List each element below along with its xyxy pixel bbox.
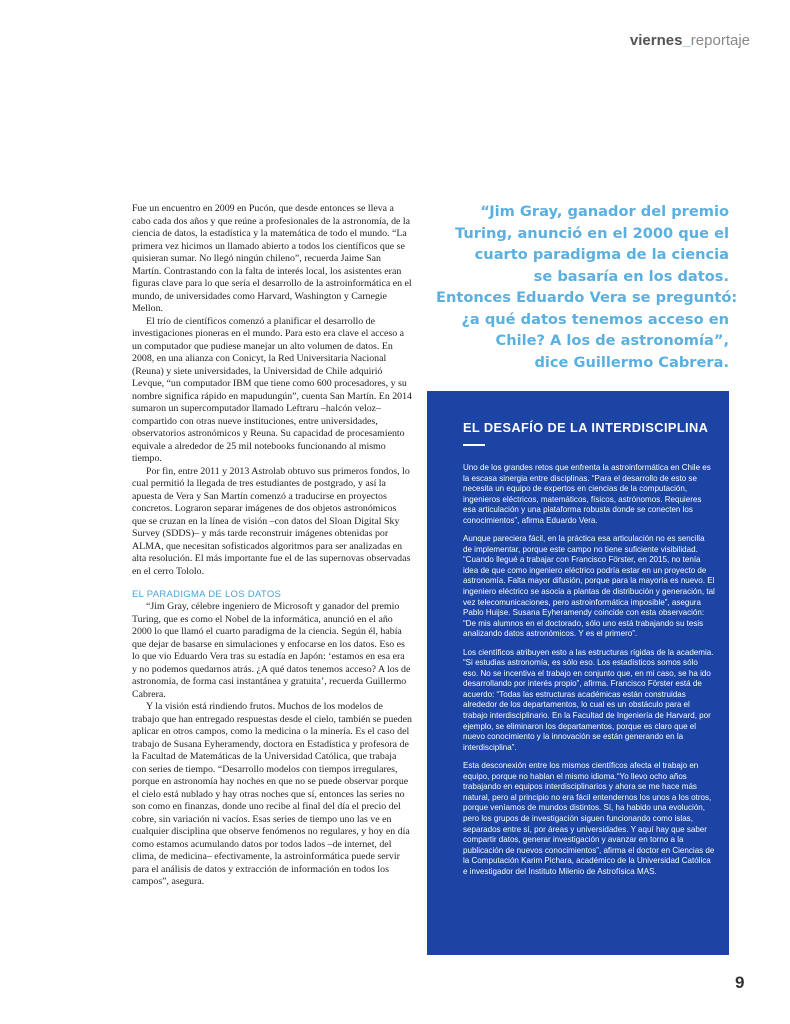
sidebar-title: EL DESAFÍO DE LA INTERDISCIPLINA — [463, 420, 709, 435]
pull-quote-line: Turing, anunció en el 2000 que el — [455, 224, 729, 242]
pull-quote-line: Entonces Eduardo Vera se preguntó: — [436, 289, 738, 306]
body-paragraph: Fue un encuentro en 2009 en Pucón, que desde entonces se lleva a cabo cada dos años y que reúne a profesionales de la astronomía, de la ciencia de datos, la estadística y la matemática de todo el mundo. “La primera vez hicimos un llamado abierto a todos los científicos que se quisieran sumar. No llegó ningún chileno”, recuerda Jaime San Martín. Contrastando con la falta de interés local, los asistentes eran figuras clave para lo que sería el desarrollo de la astroinformática en el mundo, de universidades como Harvard, Washington y Carnegie Mellon. — [132, 203, 412, 314]
body-paragraph: Por fin, entre 2011 y 2013 Astrolab obtuvo sus primeros fondos, lo cual permitió la llegada de tres estudiantes de postgrado, y así la apuesta de Vera y San Martín comenzó a traducirse en proyectos concretos. Lograron separar imágenes de dos objetos astronómicos que se cruzan en la línea de visión –con datos del Sloan Digital Sky Survey (SDDS)– y más tarde reconstruir imágenes obtenidas por ALMA, que necesitan sofisticados algoritmos para ser analizadas en alta resolución. El más importante fue el de las supernovas observadas en el cerro Tololo. — [132, 465, 411, 577]
pull-quote-line: “Jim Gray, ganador del premio — [480, 203, 729, 220]
body-paragraph: “Jim Gray, célebre ingeniero de Microsoft y ganador del premio Turing, que es como el Nobel de la informática, anunció en el año 2000 lo que llamó el cuarto paradigma de la ciencia. Según él, había que dejar de basarse en simulaciones y enfocarse en los datos. Eso es lo que vio Eduardo Vera tras su estadía en Japón: ‘estamos en esa era y no podemos quedarnos atrás. ¿A qué datos tenemos acceso? A los de astronomía, de forma casi instantánea y gratuita’, recuerda Guillermo Cabrera. — [132, 601, 411, 700]
sidebar-paragraph: Uno de los grandes retos que enfrenta la astroinformática en Chile es la escasa sinergia entre disciplinas. “Para el desarrollo de esto se necesita un equipo de expertos en ciencias de la computación, ingenieros eléctricos, matemáticos, físicos, astrónomos. Requieres esa articulación y una plataforma robusta donde se conecten los conocimientos”, afirma Eduardo Vera. — [463, 463, 711, 525]
sidebar-paragraph: Aunque pareciera fácil, en la práctica esa articulación no es sencilla de implementar, porque este campo no tiene suficiente visibilidad. “Cuando llegué a trabajar con Francisco Förster, en 2015, no tenía idea de que como ingeniero eléctrico podría estar en un proyecto de astronomía. Falta mayor difusión, porque para la mayoría es nuevo. El ingeniero eléctrico se asocia a plantas de distribución y generación, tal vez telecomunicaciones, pero astroinformática imposible”, asegura Pablo Huijse. Susana Eyheramendy coincide con esta observación: “De mis alumnos en el doctorado, sólo uno está trabajando su tesis analizando datos astronómicos. Y es el primero”. — [463, 534, 715, 639]
section-header-name: reportaje — [690, 32, 750, 49]
pull-quote — [436, 201, 738, 373]
sidebar-paragraph: Los científicos atribuyen esto a las estructuras rígidas de la academia. “Si estudias astronomía, es sólo eso. Los estadísticos somos sólo eso. No se incentiva el trabajo en conjunto que, en mi caso, se ha ido desarrollando por interés propio”, afirma. Francisco Förster está de acuerdo: “Todas las estructuras académicas están construidas alrededor de los departamentos, lo cual es un obstáculo para el trabajo interdisciplinario. En la Facultad de Ingeniería de Harvard, por ejemplo, se eliminaron los departamentos, porque es claro que el nuevo conocimiento y la innovación se están generando en la interdisciplina”. — [463, 647, 714, 752]
pull-quote-line: Chile? A los de astronomía”, — [495, 332, 729, 349]
body-paragraph: El trío de científicos comenzó a planificar el desarrollo de investigaciones pioneras en el mundo. Para esto era clave el acceso a un computador que pudiese manejar un alto volumen de datos. En 2008, en una alianza con Conicyt, la Red Universitaria Nacional (Reuna) y siete universidades, la Universidad de Chile adquirió Levque, “un computador IBM que tiene como 600 procesadores, y su nombre significa rápido en mapudungún”, cuenta San Martín. En 2014 sumaron un supercomputador llamado Leftraru –halcón veloz– compartido con otras nueve instituciones, entre universidades, observatorios astronómicos y Reuna. Su capacidad de procesamiento equivale a alrededor de 25 mil notebooks funcionando al mismo tiempo. — [132, 315, 412, 464]
pull-quote-line: cuarto paradigma de la ciencia — [474, 246, 729, 263]
pull-quote-line: dice Guillermo Cabrera. — [534, 353, 729, 371]
section-header — [630, 32, 750, 49]
sidebar-paragraph: Esta desconexión entre los mismos científicos afecta el trabajo en equipo, porque no hablan el mismo idioma.“Yo llevo ocho años trabajando en equipos interdisciplinarios y ahora se me hace más natural, pero al principio no era fácil entendernos los unos a los otros, porque veníamos de mundos distintos. Sí, ha habido una evolución, pero los grupos de investigación siguen funcionando como islas, separados entre sí, por áreas y universidades. Y aquí hay que saber compartir datos, generar investigación y avanzar en torno a la publicación de nuevos conocimientos”, afirma el doctor en Ciencias de la Computación Karim Pichara, académico de la Universidad Católica e investigador del Instituto Milenio de Astrofísica MAS. — [463, 761, 715, 876]
section-header-day: viernes — [629, 32, 683, 49]
pull-quote-line: ¿a qué datos tenemos acceso en — [461, 310, 729, 328]
section-header-separator: _ — [682, 32, 691, 49]
sidebar-box — [427, 391, 729, 955]
article-body — [132, 203, 412, 889]
section-subheading: EL PARADIGMA DE LOS DATOS — [132, 589, 282, 600]
pull-quote-line: se basaría en los datos. — [533, 267, 729, 285]
sidebar-title-rule — [463, 444, 485, 446]
body-paragraph: Y la visión está rindiendo frutos. Muchos de los modelos de trabajo que han entregado respuestas desde el cielo, también se pueden aplicar en otros campos, como la medicina o la minería. Es el caso del trabajo de Susana Eyheramendy, doctora en Estadística y profesora de la Facultad de Matemáticas de la Universidad Católica, que trabaja con series de tiempo. “Desarrollo modelos con tiempos irregulares, porque en astronomía hay noches en que no se puede observar porque el cielo está nublado y hay otras noches que sí, entonces las series no son como en finanzas, donde uno recibe al final del día el precio del cobre, sin variación ni vacíos. Esas series de tiempo uno las ve en cualquier disciplina que observe fenómenos no regulares, y hoy en día como estamos acumulando datos por todos lados –de internet, del clima, de medicina– efectivamente, la astroinformática puede servir para el análisis de datos y extracción de información en todos los campos”, asegura. — [132, 701, 412, 887]
page-number: 9 — [735, 973, 745, 992]
